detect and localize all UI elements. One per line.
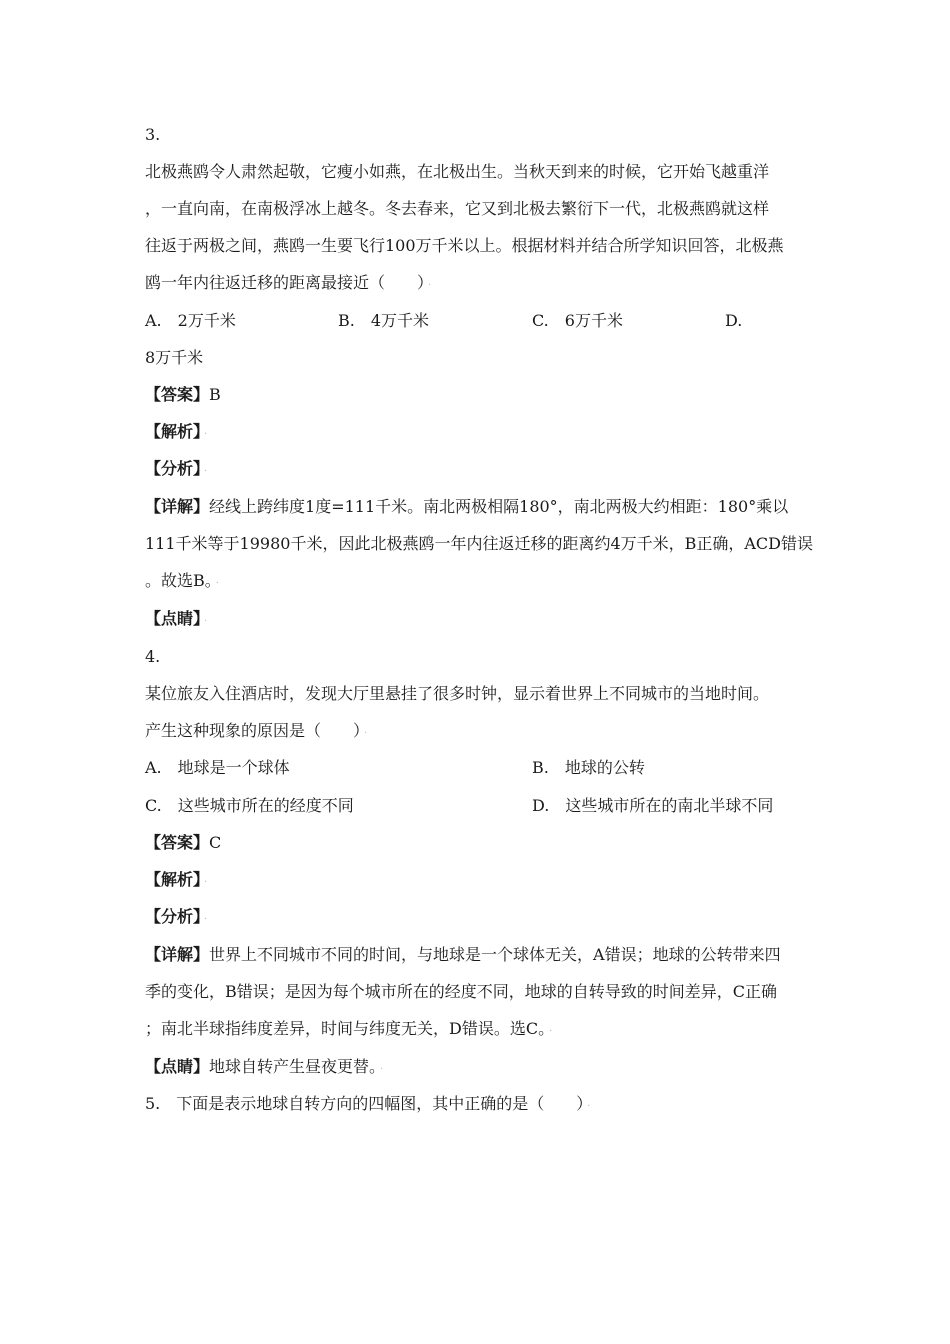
q3-fenxi-row <box>145 458 207 483</box>
detail-tag: 【详解】 <box>145 945 210 964</box>
q3-option-d-continued: 8万千米 <box>145 348 204 367</box>
q3-detail-line-3 <box>145 570 219 595</box>
q4-detail-line-1 <box>145 944 781 966</box>
q3-analysis-row <box>145 421 207 446</box>
q4-option-d: D. 这些城市所在的南北半球不同 <box>532 796 774 815</box>
q3-option-c: C. 6万千米 <box>532 311 623 330</box>
paragraph-mark: · <box>204 466 208 477</box>
q4-stem-line-1: 某位旅友入住酒店时，发现大厅里悬挂了很多时钟，显示着世界上不同城市的当地时间。 <box>145 684 770 703</box>
q3-stem-line-4-text: 鸥一年内往返迁移的距离最接近（ ） <box>145 273 426 292</box>
paragraph-mark: · <box>204 914 208 925</box>
q3-dianjing-row <box>145 608 207 633</box>
q3-detail-line-1 <box>145 496 788 518</box>
q3-answer-row <box>145 384 221 406</box>
q4-detail-line-3 <box>145 1018 552 1043</box>
q4-option-a: A. 地球是一个球体 <box>145 758 290 777</box>
q4-answer-row <box>145 832 221 854</box>
dianjing-tag: 【点睛】 <box>145 1057 210 1076</box>
paragraph-mark: · <box>587 1101 591 1112</box>
q4-option-c: C. 这些城市所在的经度不同 <box>145 796 354 815</box>
q3-detail-text-1: 经线上跨纬度1度=111千米。南北两极相隔180°，南北两极大约相距：180°乘以 <box>209 497 789 516</box>
paragraph-mark: · <box>204 429 208 440</box>
q3-stem-line-2: ，一直向南，在南极浮冰上越冬。冬去春来，它又到北极去繁衍下一代，北极燕鸥就这样 <box>145 199 770 218</box>
q4-option-b: B. 地球的公转 <box>532 758 645 777</box>
dianjing-tag: 【点睛】 <box>145 609 202 628</box>
q3-number: 3. <box>145 125 161 144</box>
q3-option-b: B. 4万千米 <box>338 311 430 330</box>
q3-option-a: A. 2万千米 <box>145 311 236 330</box>
paragraph-mark: · <box>204 877 208 888</box>
q3-stem-line-4 <box>145 272 431 297</box>
paragraph-mark: · <box>215 578 219 589</box>
q4-stem-text-2: 产生这种现象的原因是（ ） <box>145 721 362 740</box>
paragraph-mark: · <box>364 728 368 739</box>
q3-detail-text-3: 。故选B。 <box>145 571 213 590</box>
fenxi-tag: 【分析】 <box>145 459 202 478</box>
q4-answer: C <box>209 833 222 852</box>
analysis-tag: 【解析】 <box>145 422 202 441</box>
q4-dianjing-row <box>145 1056 383 1081</box>
q4-analysis-row <box>145 869 207 894</box>
q5-stem <box>145 1093 590 1118</box>
paragraph-mark: · <box>428 280 432 291</box>
q4-detail-text-1: 世界上不同城市不同的时间，与地球是一个球体无关，A错误；地球的公转带来四 <box>209 945 781 964</box>
analysis-tag: 【解析】 <box>145 870 202 889</box>
q4-dianjing-text: 地球自转产生昼夜更替。 <box>209 1057 378 1076</box>
q4-detail-line-2: 季的变化，B错误；是因为每个城市所在的经度不同，地球的自转导致的时间差异，C正确 <box>145 982 778 1001</box>
detail-tag: 【详解】 <box>145 497 210 516</box>
q3-detail-line-2: 111千米等于19980千米，因此北极燕鸥一年内往返迁移的距离约4万千米，B正确，ACD错误 <box>145 534 814 553</box>
q5-stem-text: 5. 下面是表示地球自转方向的四幅图，其中正确的是（ ） <box>145 1094 585 1113</box>
paragraph-mark: · <box>204 616 208 627</box>
paragraph-mark: · <box>549 1026 553 1037</box>
q4-fenxi-row <box>145 906 207 931</box>
paragraph-mark: · <box>380 1064 384 1075</box>
q4-number: 4. <box>145 647 161 666</box>
fenxi-tag: 【分析】 <box>145 907 202 926</box>
q3-stem-line-3: 往返于两极之间，燕鸥一生要飞行100万千米以上。根据材料并结合所学知识回答，北极燕 <box>145 236 784 255</box>
answer-tag: 【答案】 <box>145 833 210 852</box>
q4-detail-text-3: ；南北半球指纬度差异，时间与纬度无关，D错误。选C。 <box>145 1019 547 1038</box>
q3-option-d: D. <box>725 311 743 330</box>
q3-answer: B <box>209 385 221 404</box>
answer-tag: 【答案】 <box>145 385 210 404</box>
q4-stem-line-2 <box>145 720 367 745</box>
q3-stem-line-1: 北极燕鸥令人肃然起敬，它瘦小如燕，在北极出生。当秋天到来的时候，它开始飞越重洋 <box>145 162 770 181</box>
